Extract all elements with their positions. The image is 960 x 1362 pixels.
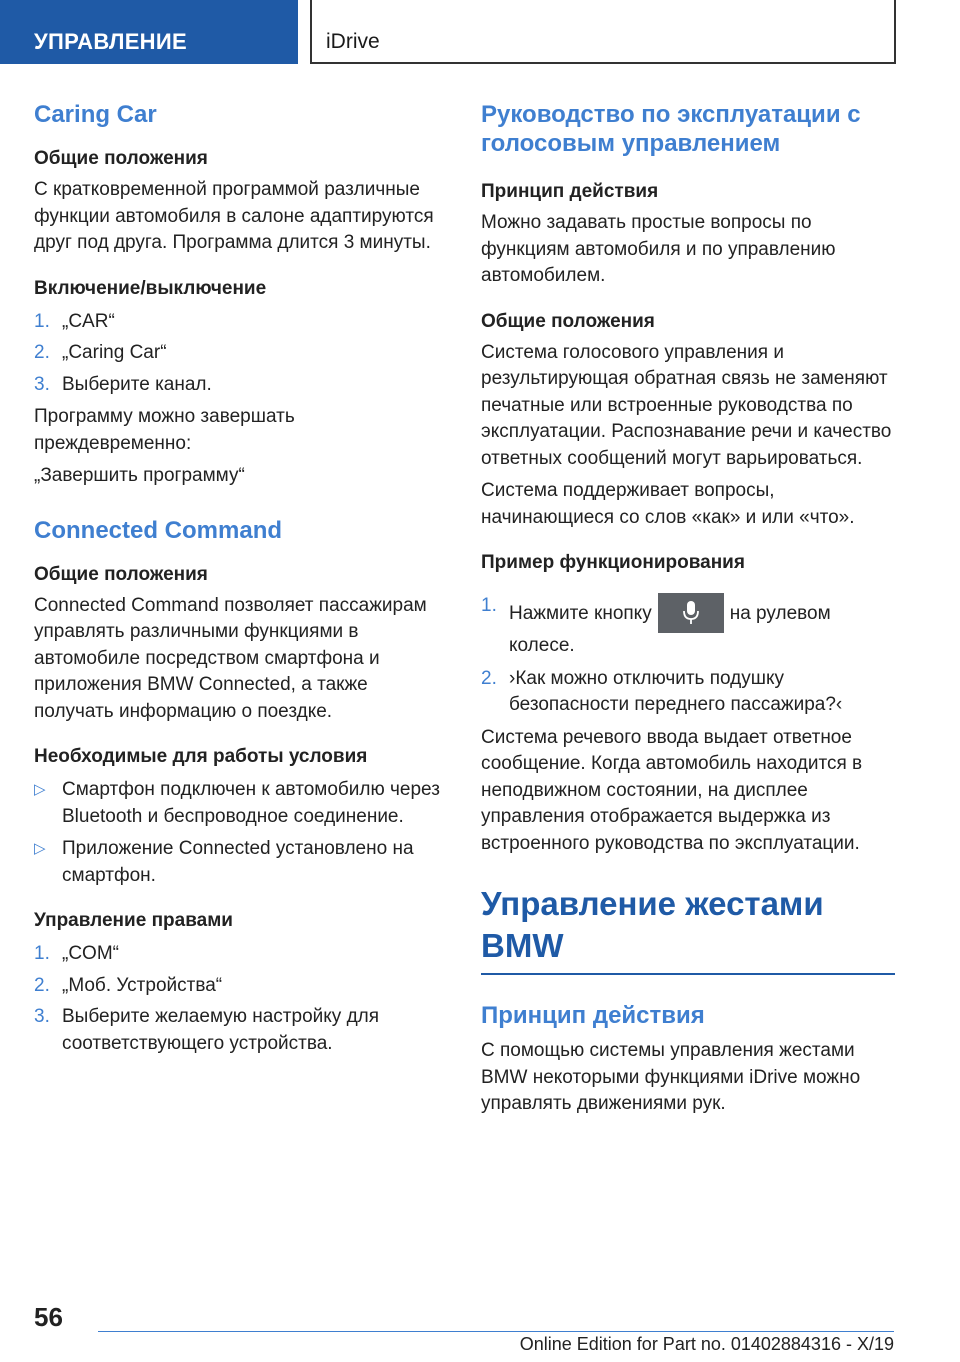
- step-number: 1.: [481, 595, 497, 616]
- right-column: [481, 100, 897, 1118]
- list-item: [34, 372, 444, 399]
- step-number: 2.: [481, 667, 497, 689]
- list-item: [481, 666, 897, 719]
- voice-general-text-1: Система голосового управления и результирующая обратная связь не заменяют печатные или встроенные руководства по эксплуатации. Распознавание речи и качество ответных сообщений могут варьироваться.: [481, 341, 892, 469]
- list-item: [481, 593, 897, 660]
- caring-car-early-end-text: Программу можно завершать преждевременно:: [34, 406, 295, 454]
- step-number: 3.: [34, 1006, 50, 1027]
- step-text: „Caring Car“: [62, 342, 167, 363]
- list-item: [34, 836, 444, 889]
- requirement-text: Смартфон подключен к автомобилю через Bluetooth и беспроводное соединение.: [62, 779, 440, 827]
- gesture-principle-text: С помощью системы управления жестами BMW некоторыми функциями iDrive можно управлять движениями рук.: [481, 1040, 861, 1114]
- header-chapter-title: iDrive: [326, 30, 380, 53]
- step-text: „CAR“: [62, 310, 115, 332]
- gesture-principle-heading: Принцип действия: [481, 1002, 705, 1029]
- triangle-bullet-icon: ▷: [34, 840, 46, 857]
- connected-command-general-text: Connected Command позволяет пассажирам управлять различными функциями в автомобиле посредством смартфона и приложения BMW Connected, а также получать информацию о поездке.: [34, 594, 427, 722]
- caring-car-onoff-heading: Включение/выключение: [34, 277, 267, 299]
- connected-command-requirements-heading: Необходимые для работы условия: [34, 746, 368, 767]
- gesture-control-heading: Управление жестами BMW: [481, 885, 824, 964]
- list-item: [34, 777, 444, 830]
- rights-steps: [34, 941, 444, 1057]
- page-number: 56: [34, 1302, 63, 1332]
- caring-car-general-text: С кратковременной программой различные функции автомобиля в салоне адаптируются друг под друга. Программа длится 3 минуты.: [34, 179, 434, 253]
- step-text-after: на рулевом колесе.: [509, 603, 831, 656]
- section-divider: [481, 973, 895, 975]
- step-text: ›Как можно отключить подушку безопасности переднего пассажира?‹: [509, 667, 843, 715]
- step-text: Выберите канал.: [62, 373, 212, 395]
- header-chapter-tab: [310, 0, 896, 64]
- connected-command-heading: Connected Command: [34, 516, 283, 544]
- list-item: [34, 309, 444, 336]
- step-number: 1.: [34, 943, 50, 964]
- caring-car-general-heading: Общие положения: [34, 148, 208, 169]
- footer-divider: [98, 1331, 894, 1332]
- left-column: [34, 100, 444, 1057]
- step-number: 3.: [34, 373, 50, 395]
- voice-button-image: [658, 593, 724, 633]
- voice-general-text-2: Система поддерживает вопросы, начинающиеся со слов «как» и или «что».: [481, 480, 855, 528]
- voice-manual-heading: Руководство по эксплуатации с голосовым управлением: [481, 101, 861, 157]
- voice-example-steps: [481, 593, 897, 719]
- voice-principle-heading: Принцип действия: [481, 181, 659, 202]
- caring-car-heading: Caring Car: [34, 101, 157, 128]
- voice-example-heading: Пример функционирования: [481, 552, 745, 573]
- requirements-list: [34, 777, 444, 889]
- list-item: [34, 941, 444, 968]
- step-text-before: Нажмите кнопку: [509, 603, 652, 624]
- triangle-bullet-icon: ▷: [34, 781, 46, 798]
- header-section-tab: [0, 0, 298, 64]
- footer-edition-text: Online Edition for Part no. 01402884316 - X/19: [519, 1334, 894, 1354]
- list-item: [34, 1004, 444, 1057]
- requirement-text: Приложение Connected установлено на смартфон.: [62, 838, 414, 886]
- voice-general-heading: Общие положения: [481, 310, 655, 332]
- step-text: „COM“: [62, 943, 119, 964]
- caring-car-early-end-quote: „Завершить программу“: [34, 465, 245, 486]
- header-section-title: УПРАВЛЕНИЕ: [34, 29, 187, 54]
- voice-result-text: Система речевого ввода выдает ответное сообщение. Когда автомобиль находится в неподвижном состоянии, на дисплее управления отображается выдержка из встроенного руководства по эксплуатации.: [481, 726, 863, 854]
- voice-principle-text: Можно задавать простые вопросы по функциям автомобиля и по управлению автомобилем.: [481, 212, 836, 286]
- rights-management-heading: Управление правами: [34, 910, 233, 931]
- step-number: 2.: [34, 342, 50, 363]
- connected-command-general-heading: Общие положения: [34, 563, 208, 585]
- microphone-icon: [683, 601, 699, 625]
- list-item: [34, 340, 444, 367]
- caring-car-steps: [34, 309, 444, 399]
- step-text: „Моб. Устройства“: [62, 974, 223, 996]
- step-text: Выберите желаемую настройку для соответствующего устройства.: [62, 1006, 380, 1054]
- list-item: [34, 973, 444, 1000]
- step-number: 1.: [34, 310, 50, 332]
- step-number: 2.: [34, 974, 50, 996]
